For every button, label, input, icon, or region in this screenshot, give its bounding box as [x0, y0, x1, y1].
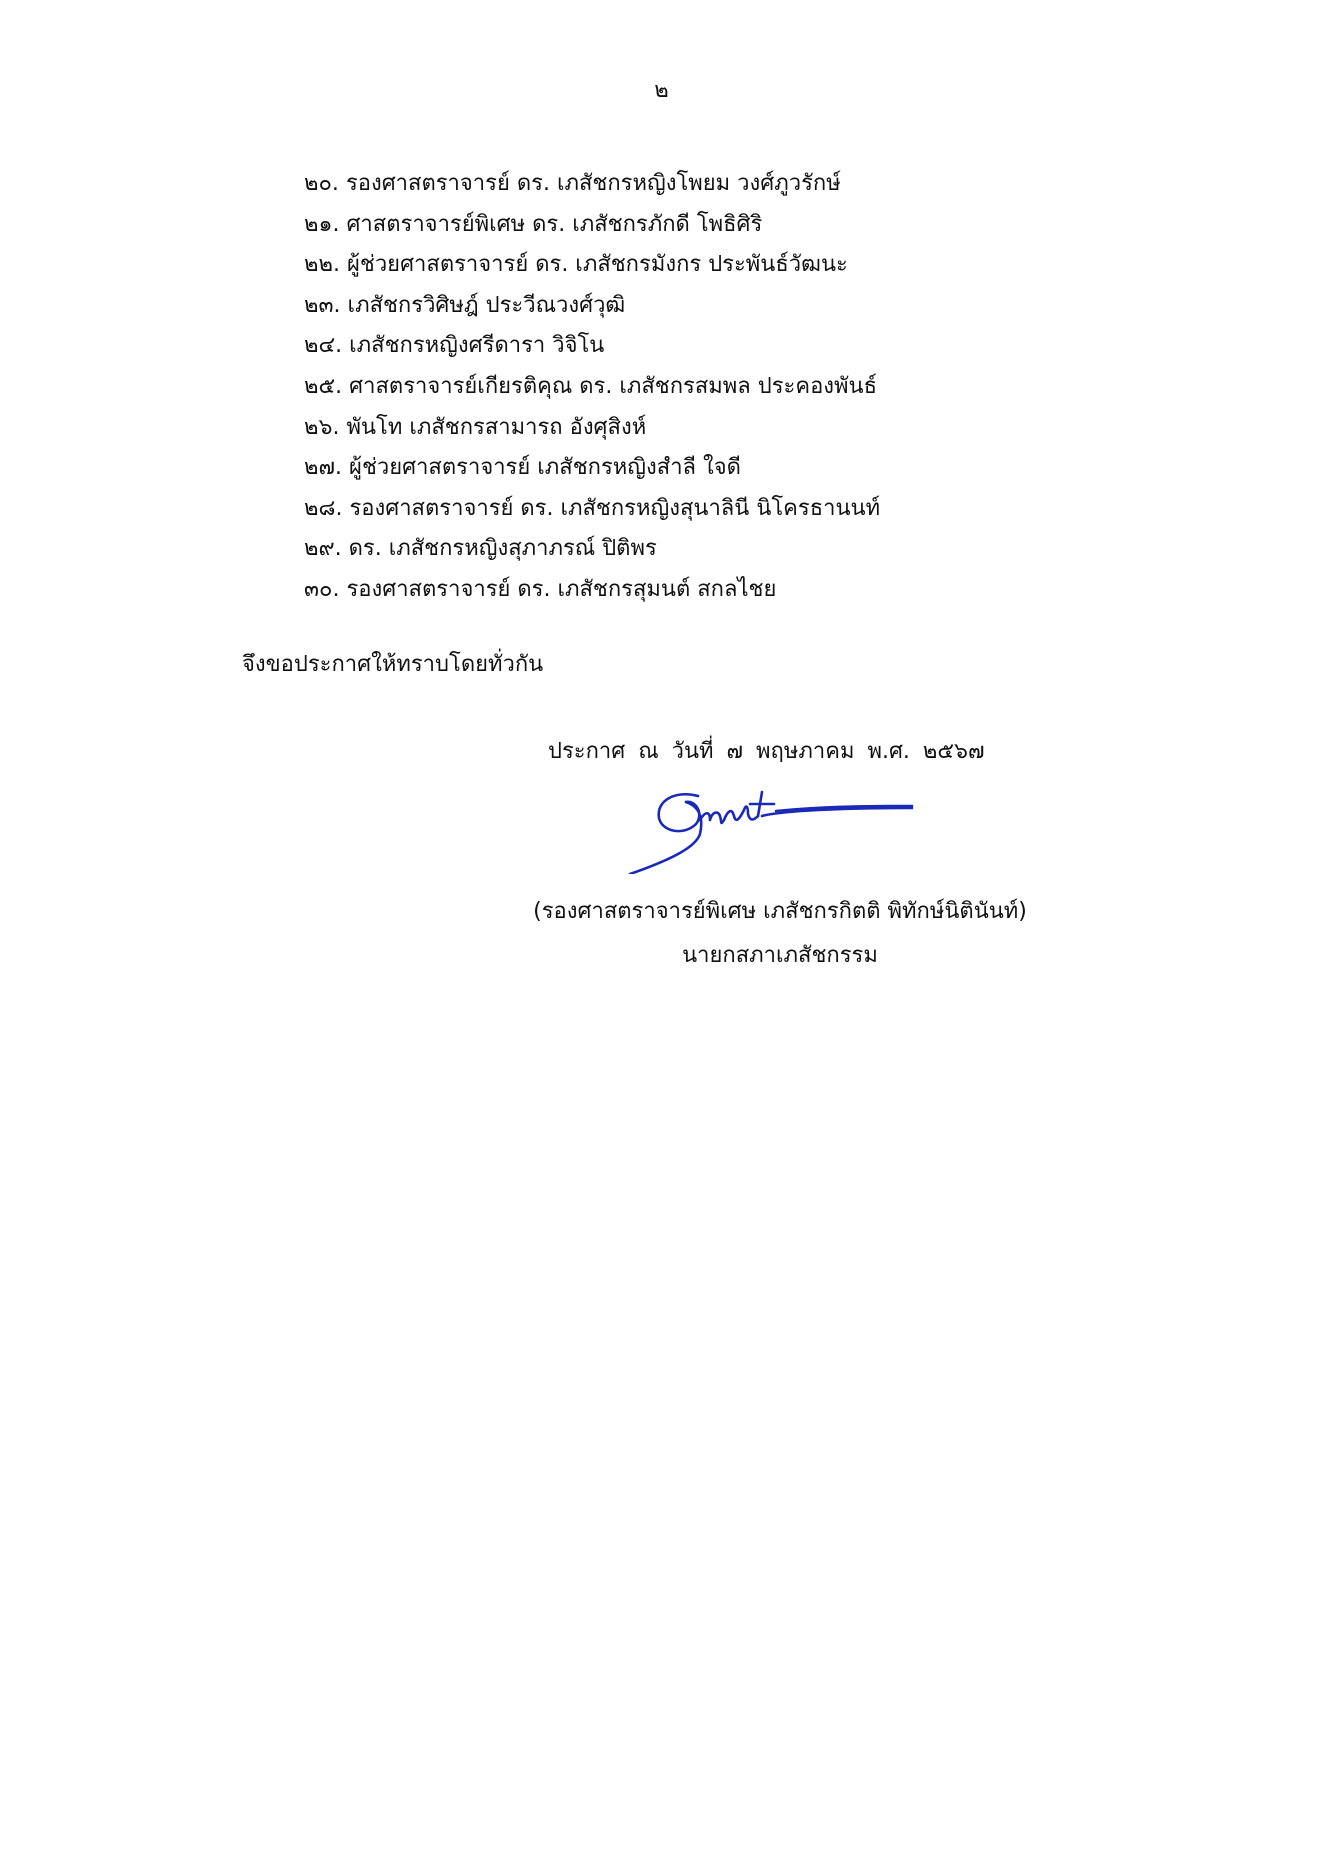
member-item	[304, 448, 880, 489]
member-item	[304, 164, 880, 205]
member-name: ศาสตราจารย์เกียรติคุณ ดร. เภสัชกรสมพล ประคองพันธ์	[349, 373, 878, 399]
member-name: เภสัชกรวิศิษฎ์ ประวีณวงศ์วุฒิ	[347, 292, 626, 318]
member-name: รองศาสตราจารย์ ดร. เภสัชกรหญิงสุนาลินี นิโครธานนท์	[349, 495, 881, 521]
member-name: ผู้ช่วยศาสตราจารย์ ดร. เภสัชกรมังกร ประพันธ์วัฒนะ	[347, 252, 848, 278]
member-name: ผู้ช่วยศาสตราจารย์ เภสัชกรหญิงสำลี ใจดี	[349, 455, 741, 481]
member-item	[304, 245, 880, 286]
announcement-date: ประกาศ ณ วันที่ ๗ พฤษภาคม พ.ศ. ๒๕๖๗	[548, 739, 985, 764]
signer-title: นายกสภาเภสัชกรรม	[682, 943, 878, 968]
member-item	[304, 489, 880, 530]
member-item	[304, 205, 880, 246]
page-number: ๒	[654, 78, 669, 103]
member-number: ๒๒.	[304, 252, 340, 278]
member-name: เภสัชกรหญิงศรีดารา วิจิโน	[349, 333, 605, 359]
member-item	[304, 408, 880, 449]
member-item	[304, 367, 880, 408]
member-name: รองศาสตราจารย์ ดร. เภสัชกรหญิงโพยม วงศ์ภูวรักษ์	[345, 171, 841, 196]
member-number: ๒๙.	[304, 536, 342, 562]
member-number: ๒๑.	[304, 211, 340, 237]
member-item	[304, 570, 880, 611]
member-number: ๓๐.	[304, 576, 340, 602]
member-name: รองศาสตราจารย์ ดร. เภสัชกรสุมนต์ สกลไชย	[346, 576, 777, 602]
member-number: ๒๘.	[304, 495, 343, 521]
signer-name: (รองศาสตราจารย์พิเศษ เภสัชกรกิตติ พิทักษ์นิตินันท์)	[533, 899, 1027, 924]
member-name: พันโท เภสัชกรสามารถ อังศุสิงห์	[346, 414, 647, 440]
member-number: ๒๐.	[304, 171, 339, 196]
closing-statement: จึงขอประกาศให้ทราบโดยทั่วกัน	[242, 652, 544, 677]
member-item	[304, 529, 880, 570]
member-name: ศาสตราจารย์พิเศษ ดร. เภสัชกรภักดี โพธิศิริ	[346, 211, 763, 237]
signature-image	[626, 784, 916, 874]
member-number: ๒๗.	[304, 455, 343, 481]
member-number: ๒๕.	[304, 373, 343, 399]
member-number: ๒๓.	[304, 292, 341, 318]
member-list	[304, 164, 880, 611]
member-number: ๒๖.	[304, 414, 340, 440]
member-item	[304, 286, 880, 327]
member-item	[304, 326, 880, 367]
member-name: ดร. เภสัชกรหญิงสุภาภรณ์ ปิติพร	[348, 536, 657, 562]
member-number: ๒๔.	[304, 333, 343, 359]
